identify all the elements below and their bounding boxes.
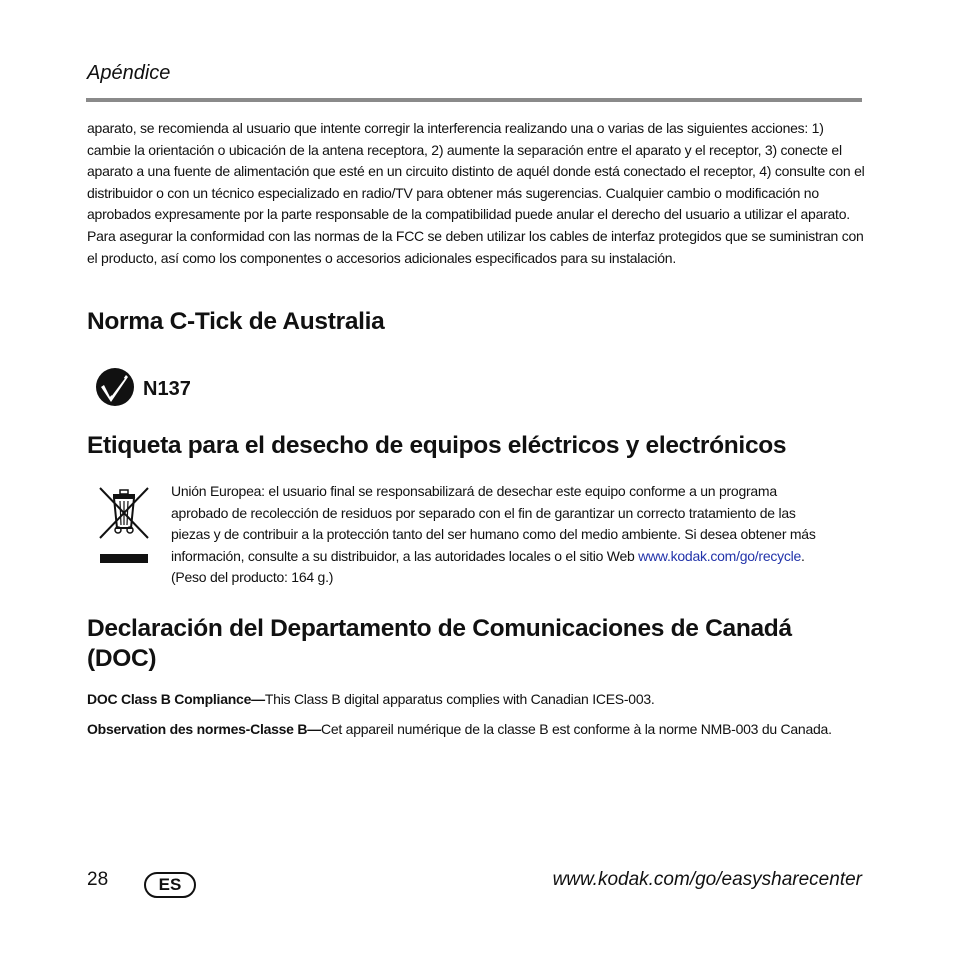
doc-compliance-lead: DOC Class B Compliance— [87,691,265,707]
heading-doc: Declaración del Departamento de Comunicaciones de Canadá (DOC) [87,615,792,672]
weee-text-before-link: Unión Europea: el usuario final se responsabilizará de desechar este equipo conforme a un programa aprobado de recolección de residuos por separado con el fin de garantizar un correcto tratamiento de las piezas y de contribuir a la protección tanto del ser humano como del medio ambiente. Si desea obtener más información, consulte a su distribuidor, a las autoridades locales o el sitio Web [171,483,816,564]
heading-weee: Etiqueta para el desecho de equipos eléctricos y electrónicos [87,432,787,459]
header-rule [86,98,862,102]
ctick-mark-icon [95,367,135,412]
ctick-code: N137 [143,378,191,400]
page-header-section: Apéndice [87,62,171,84]
doc-compliance-paragraph [87,689,655,711]
language-badge: ES [144,872,196,898]
footer-url[interactable]: www.kodak.com/go/easysharecenter [552,869,862,890]
observation-text: Cet appareil numérique de la classe B est conforme à la norme NMB-003 du Canada. [320,721,832,737]
doc-compliance-text: This Class B digital apparatus complies with Canadian ICES-003. [264,691,655,707]
weee-paragraph [171,481,831,589]
ctick-row [95,367,191,412]
weee-text-after-link: . (Peso del producto: 164 g.) [171,547,805,586]
crossed-bin-icon [96,484,152,571]
recycle-link[interactable]: www.kodak.com/go/recycle [638,547,802,564]
page-number: 28 [87,869,109,890]
fcc-paragraph: aparato, se recomienda al usuario que intente corregir la interferencia realizando una o varias de las siguientes acciones: 1) cambie la orientación o ubicación de la antena receptora, 2) aumente la separación entre el aparato y el receptor, 3) conecte el aparato a una fuente de alimentación que esté en un circuito distinto de aquél donde está conectado el receptor, 4) consulte con el distribuidor o con un técnico especializado en radio/TV para obtener más sugerencias. Cualquier cambio o modificación no aprobados expresamente por la parte responsable de la compatibilidad puede anular el derecho del usuario a utilizar el aparato. Para asegurar la conformidad con las normas de la FCC se deben utilizar los cables de interfaz protegidos que se suministran con el producto, así como los componentes o accesorios adicionales especificados para su instalación. [87,120,865,266]
observation-paragraph [87,719,847,741]
heading-australia: Norma C-Tick de Australia [87,308,385,335]
observation-lead: Observation des normes-Classe B— [87,721,321,737]
